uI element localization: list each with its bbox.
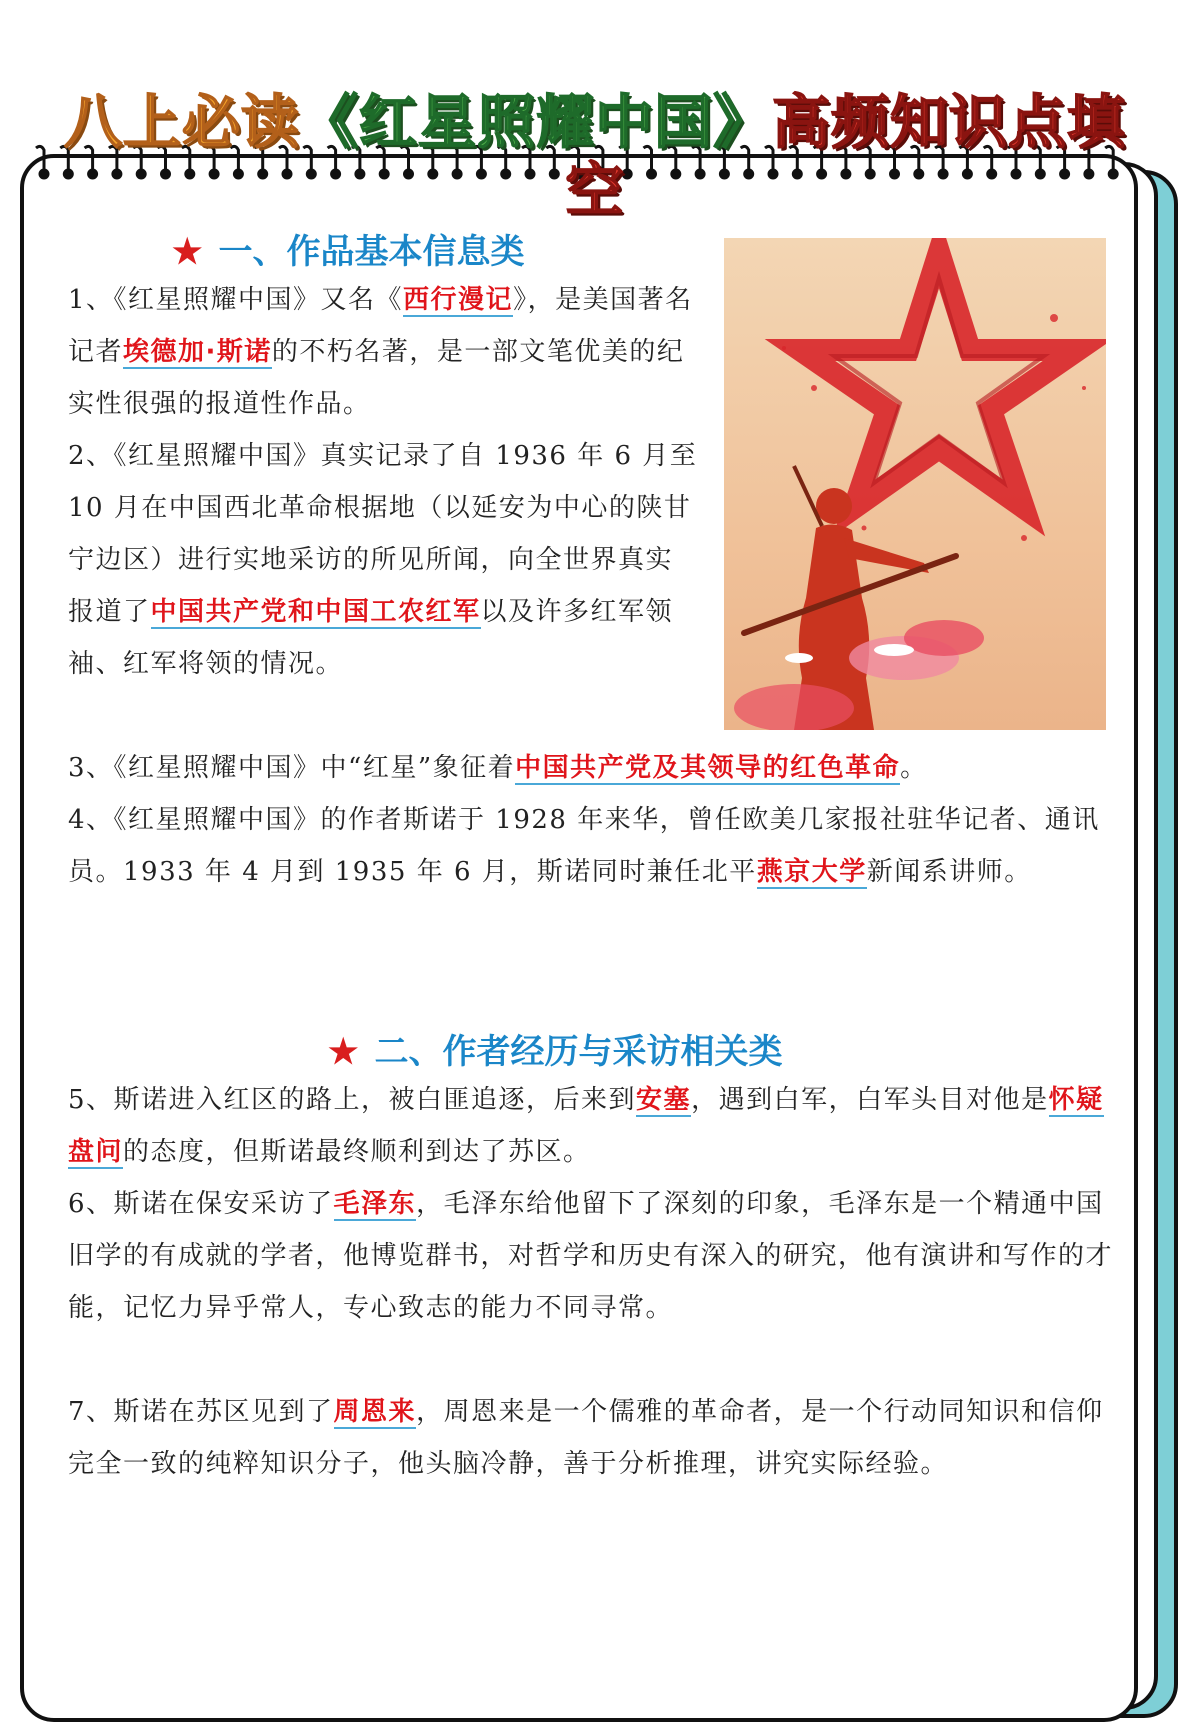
answer-blank: 周恩来	[333, 1397, 417, 1427]
star-icon: ★	[328, 1032, 359, 1072]
item-5: 5、斯诺进入红区的路上，被白匪追逐，后来到安塞，遇到白军，白军头目对他是怀疑盘问的态度，但斯诺最终顺利到达了苏区。	[68, 1085, 1104, 1167]
title-part-1: 八上必读	[63, 88, 300, 156]
answer-blank: 中国共产党和中国工农红军	[150, 597, 481, 627]
item-3: 3、《红星照耀中国》中“红星”象征着中国共产党及其领导的红色革命。	[68, 753, 928, 783]
title-part-2: 《红星照耀中国》	[299, 88, 772, 156]
answer-blank: 埃德加·斯诺	[123, 337, 272, 367]
section-2-title: 二、作者经历与采访相关类	[374, 1032, 783, 1072]
answer-blank: 怀疑盘问	[68, 1085, 1104, 1167]
answer-blank: 毛泽东	[333, 1189, 417, 1219]
star-icon: ★	[172, 232, 203, 272]
red-star-soldier-illustration	[724, 238, 1106, 730]
spiral-hole	[40, 170, 48, 178]
item-6: 6、斯诺在保安采访了毛泽东，毛泽东给他留下了深刻的印象，毛泽东是一个精通中国旧学的有成就的学者，他博览群书，对哲学和历史有深入的研究，他有演讲和写作的才能，记忆力异乎常人，专心致志的能力不同寻常。	[68, 1189, 1114, 1323]
item-2: 2、《红星照耀中国》真实记录了自 1936 年 6 月至 10 月在中国西北革命根据地（以延安为中心的陕甘宁边区）进行实地采访的所见所闻，向全世界真实报道了中国共产党和中国工农红军以及许多红军领袖、红军将领的情况。	[68, 441, 698, 679]
item-7: 7、斯诺在苏区见到了周恩来，周恩来是一个儒雅的革命者，是一个行动同知识和信仰完全一致的纯粹知识分子，他头脑冷静，善于分析推理，讲究实际经验。	[68, 1397, 1104, 1479]
answer-blank: 安塞	[636, 1085, 692, 1115]
section-2-heading	[328, 1024, 782, 1073]
item-4: 4、《红星照耀中国》的作者斯诺于 1928 年来华，曾任欧美几家报社驻华记者、通讯员。1933 年 4 月到 1935 年 6 月，斯诺同时兼任北平燕京大学新闻系讲师。	[68, 805, 1100, 887]
item-1: 1、《红星照耀中国》又名《西行漫记》，是美国著名记者埃德加·斯诺的不朽名著，是一部文笔优美的纪实性很强的报道性作品。	[68, 285, 693, 419]
answer-blank: 燕京大学	[756, 857, 867, 887]
page-title	[60, 88, 1130, 224]
answer-blank: 西行漫记	[403, 285, 514, 315]
spiral-ring	[36, 146, 44, 170]
section-1-title: 一、作品基本信息类	[218, 232, 525, 272]
section-1-heading	[172, 224, 524, 273]
answer-blank: 中国共产党及其领导的红色革命	[515, 753, 901, 783]
title-part-3: 高频知识点填空	[565, 88, 1127, 224]
